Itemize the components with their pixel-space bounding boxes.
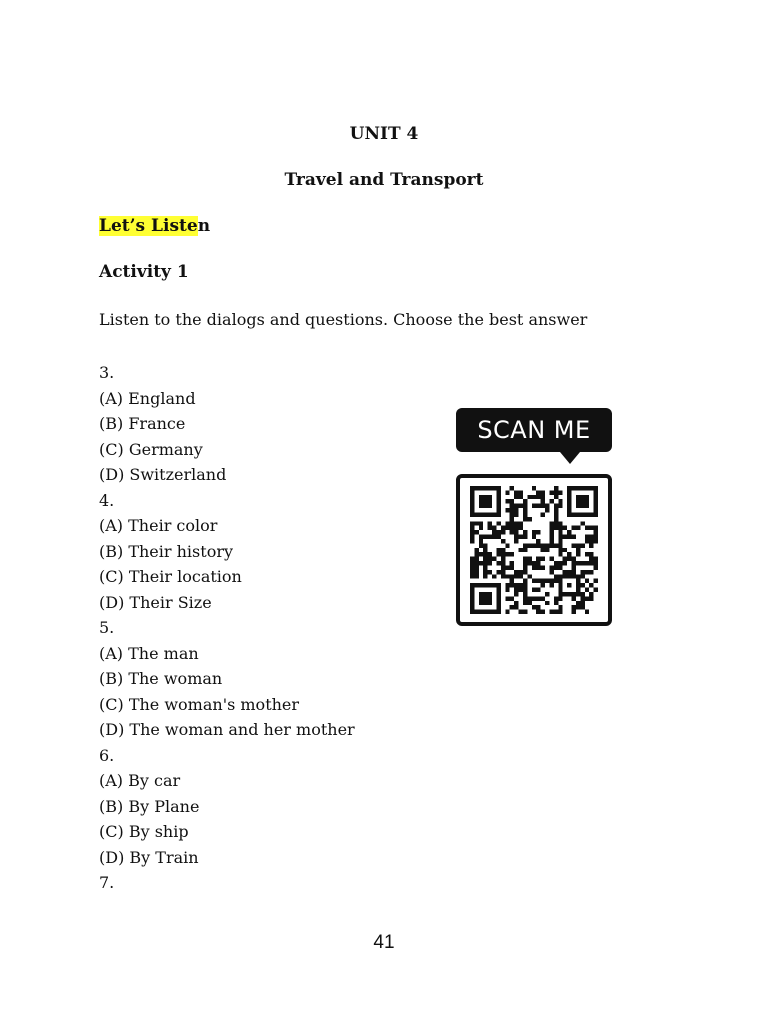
activity-title: Activity 1 xyxy=(99,262,189,282)
section-heading-highlighted: Let’s Liste xyxy=(99,216,198,236)
scan-me-qr[interactable] xyxy=(456,408,612,618)
qr-frame xyxy=(456,474,612,626)
answer-option: (B) Their history xyxy=(99,541,234,561)
question-number: 7. xyxy=(99,873,115,892)
answer-option: (C) By ship xyxy=(99,822,189,841)
qr-code-icon xyxy=(470,486,598,614)
question-number: 6. xyxy=(99,745,115,765)
section-heading-rest: n xyxy=(197,216,211,236)
answer-option: (D) Switzerland xyxy=(99,465,227,484)
answer-option: (C) The woman's mother xyxy=(99,694,300,714)
question-number: 5. xyxy=(99,618,115,637)
question-number: 3. xyxy=(99,363,115,382)
answer-option: (D) Their Size xyxy=(99,592,212,612)
answer-option: (A) The man xyxy=(99,643,199,663)
activity-instructions: Listen to the dialogs and questions. Choose the best answer xyxy=(99,310,588,329)
page-number: 41 xyxy=(373,932,395,953)
answer-option: (A) Their color xyxy=(99,516,218,535)
answer-option: (A) England xyxy=(99,388,196,408)
answer-option: (D) By Train xyxy=(99,847,199,867)
question-list xyxy=(99,360,355,896)
answer-option: (B) By Plane xyxy=(99,796,200,816)
answer-option: (C) Their location xyxy=(99,567,242,586)
answer-option: (B) The woman xyxy=(99,669,223,688)
unit-subtitle: Travel and Transport xyxy=(284,170,484,190)
section-heading xyxy=(99,216,210,236)
question-number: 4. xyxy=(99,490,115,510)
unit-title: UNIT 4 xyxy=(349,124,419,144)
speech-bubble-tail xyxy=(560,452,580,464)
answer-option: (A) By car xyxy=(99,771,181,790)
answer-option: (D) The woman and her mother xyxy=(99,720,355,739)
answer-option: (B) France xyxy=(99,414,186,433)
scan-me-label: SCAN ME xyxy=(456,408,612,452)
answer-option: (C) Germany xyxy=(99,439,203,459)
